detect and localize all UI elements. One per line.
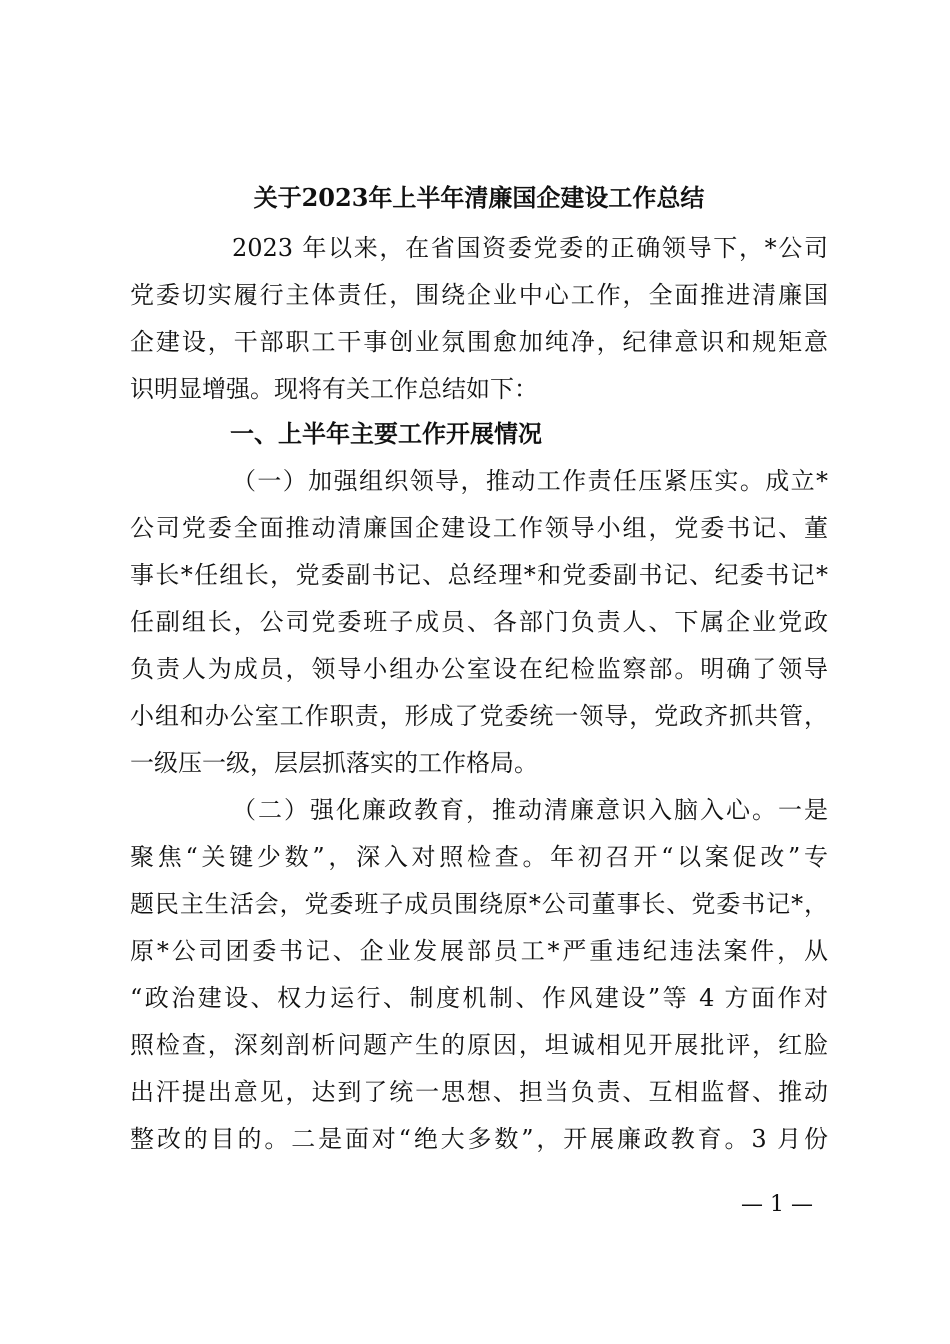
section-heading: 一、上半年主要工作开展情况 [230,420,542,448]
paragraph-line: 负责人为成员，领导小组办公室设在纪检监察部。明确了领导 [130,655,828,683]
paragraph-line: “政治建设、权力运行、制度机制、作风建设”等 4 方面作对 [130,984,828,1012]
paragraph-line: 一级压一级，层层抓落实的工作格局。 [130,749,538,777]
paragraph-line: （一）加强组织领导，推动工作责任压紧压实。成立* [232,467,828,495]
paragraph-line: 2023 年以来，在省国资委党委的正确领导下，*公司 [232,234,828,262]
paragraph-line: 事长*任组长，党委副书记、总经理*和党委副书记、纪委书记* [130,561,828,589]
page-number: — 1 — [741,1192,813,1217]
paragraph-line: （二）强化廉政教育，推动清廉意识入脑入心。一是 [232,796,828,824]
paragraph-line: 小组和办公室工作职责，形成了党委统一领导，党政齐抓共管， [130,702,828,730]
paragraph-line: 公司党委全面推动清廉国企建设工作领导小组，党委书记、董 [130,514,828,542]
paragraph-line: 聚焦“关键少数”，深入对照检查。年初召开“以案促改”专 [130,843,828,871]
paragraph-line: 整改的目的。二是面对“绝大多数”，开展廉政教育。3 月份 [130,1125,828,1153]
paragraph-line: 党委切实履行主体责任，围绕企业中心工作，全面推进清廉国 [130,281,828,309]
paragraph-line: 任副组长，公司党委班子成员、各部门负责人、下属企业党政 [130,608,828,636]
document-title: 关于2023年上半年清廉国企建设工作总结 [253,183,705,212]
paragraph-line: 照检查，深刻剖析问题产生的原因，坦诚相见开展批评，红脸 [130,1031,828,1059]
paragraph-line: 企建设，干部职工干事创业氛围愈加纯净，纪律意识和规矩意 [130,328,828,356]
paragraph-line: 出汗提出意见，达到了统一思想、担当负责、互相监督、推动 [130,1078,828,1106]
paragraph-line: 题民主生活会，党委班子成员围绕原*公司董事长、党委书记*， [130,890,828,918]
paragraph-line: 原*公司团委书记、企业发展部员工*严重违纪违法案件，从 [130,937,828,965]
paragraph-line: 识明显增强。现将有关工作总结如下： [130,375,538,403]
